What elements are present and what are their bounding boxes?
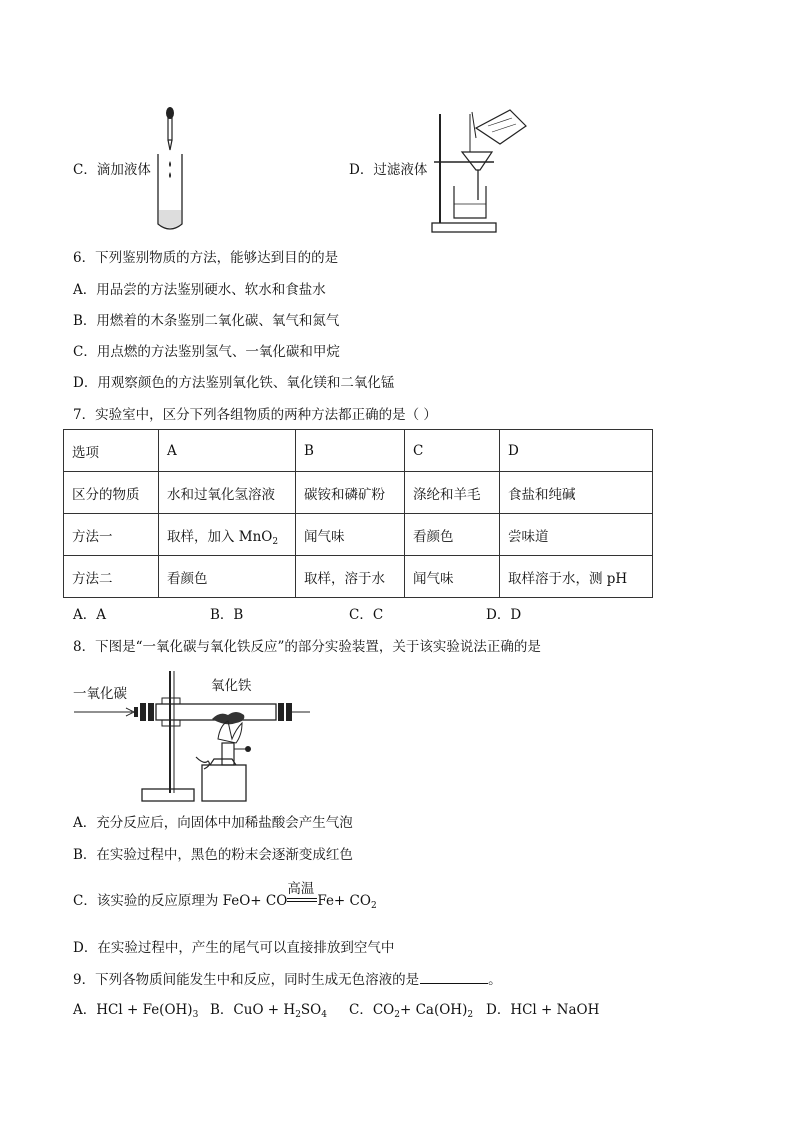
option-text-tail: + Ca(OH) — [399, 1002, 468, 1018]
table-cell — [159, 514, 296, 556]
table-cell: 尝味道 — [500, 514, 653, 556]
q9-stem-end: 。 — [488, 972, 502, 988]
q9-option-c — [349, 1002, 473, 1018]
q8-label-co: 一氧化碳 — [73, 686, 127, 702]
subscript: 4 — [321, 1010, 327, 1020]
q7-option-a: A．A — [73, 607, 106, 623]
q8-option-c-product: Fe+ CO — [317, 893, 371, 909]
table-cell: 水和过氧化氢溶液 — [159, 472, 296, 514]
table-cell: 选项 — [64, 430, 159, 472]
q7-table — [63, 429, 653, 598]
table-row — [64, 472, 653, 514]
q6-option-c: C．用点燃的方法鉴别氢气、一氧化碳和甲烷 — [73, 344, 340, 360]
subscript: 3 — [192, 1010, 199, 1020]
option-letter: A． — [73, 1002, 97, 1018]
table-cell: 取样溶于水，测 pH — [500, 556, 653, 598]
subscript: 2 — [295, 1010, 301, 1020]
table-cell: 方法二 — [64, 556, 159, 598]
q8-option-d: D．在实验过程中，产生的尾气可以直接排放到空气中 — [73, 940, 395, 956]
option-text: HCl + NaOH — [510, 1002, 600, 1018]
q5-option-c: C．滴加液体 — [73, 162, 151, 178]
table-cell: 涤纶和羊毛 — [405, 472, 500, 514]
reaction-condition: 高温 — [287, 881, 315, 897]
table-cell: 区分的物质 — [64, 472, 159, 514]
table-cell: B — [296, 430, 405, 472]
option-text: HCl + Fe(OH) — [96, 1002, 193, 1018]
table-cell: C — [405, 430, 500, 472]
q8-option-c-prefix: C．该实验的反应原理为 FeO+ CO — [73, 893, 288, 909]
q8-stem: 8．下图是“一氧化碳与氧化铁反应”的部分实验装置，关于该实验说法正确的是 — [73, 639, 541, 655]
table-cell: 看颜色 — [405, 514, 500, 556]
q6-stem: 6．下列鉴别物质的方法，能够达到目的的是 — [73, 250, 339, 266]
table-row — [64, 556, 653, 598]
q7-option-b: B．B — [210, 607, 244, 623]
table-cell: D — [500, 430, 653, 472]
mno2-text: 取样，加入 MnO — [167, 528, 273, 545]
q9-option-d — [486, 1002, 599, 1018]
q6-option-a: A．用品尝的方法鉴别硬水、软水和食盐水 — [73, 282, 326, 298]
table-cell: 取样，溶于水 — [296, 556, 405, 598]
q9-stem — [73, 971, 502, 988]
option-letter: D． — [486, 1002, 511, 1018]
q9-option-b — [210, 1002, 327, 1018]
q7-option-d: D．D — [486, 607, 522, 623]
q6-option-d: D．用观察颜色的方法鉴别氧化铁、氧化镁和二氧化锰 — [73, 375, 395, 391]
q9-stem-text: 9．下列各物质间能发生中和反应，同时生成无色溶液的是 — [73, 972, 420, 988]
q9-option-a — [73, 1002, 198, 1018]
option-letter: B． — [210, 1002, 234, 1018]
q8-option-b: B．在实验过程中，黑色的粉末会逐渐变成红色 — [73, 847, 353, 863]
option-text-tail: SO — [300, 1002, 322, 1018]
q7-option-c: C．C — [349, 607, 384, 623]
q8-label-fe2o3: 氧化铁 — [211, 678, 252, 694]
table-cell: 闻气味 — [405, 556, 500, 598]
table-row — [64, 514, 653, 556]
option-text: CO — [372, 1002, 395, 1018]
table-cell: 碳铵和磷矿粉 — [296, 472, 405, 514]
subscript: 2 — [272, 536, 279, 547]
subscript: 2 — [467, 1010, 474, 1020]
table-cell: 看颜色 — [159, 556, 296, 598]
table-cell: A — [159, 430, 296, 472]
filtration-apparatus-figure — [430, 108, 530, 234]
dropper-test-tube-figure — [150, 106, 190, 234]
option-text: CuO + H — [233, 1002, 296, 1018]
table-row — [64, 430, 653, 472]
q7-stem: 7．实验室中，区分下列各组物质的两种方法都正确的是（ ） — [73, 407, 437, 423]
option-letter: C． — [349, 1002, 373, 1018]
q6-option-b: B．用燃着的木条鉴别二氧化碳、氧气和氮气 — [73, 313, 340, 329]
reaction-arrow — [287, 881, 317, 905]
subscript: 2 — [394, 1010, 400, 1020]
q8-option-c — [73, 881, 377, 911]
table-cell: 方法一 — [64, 514, 159, 556]
table-cell: 食盐和纯碱 — [500, 472, 653, 514]
subscript: 2 — [370, 901, 377, 911]
answer-blank[interactable] — [420, 971, 488, 984]
q5-option-d: D．过滤液体 — [349, 162, 428, 178]
q8-option-a: A．充分反应后，向固体中加稀盐酸会产生气泡 — [73, 815, 353, 831]
table-cell: 闻气味 — [296, 514, 405, 556]
